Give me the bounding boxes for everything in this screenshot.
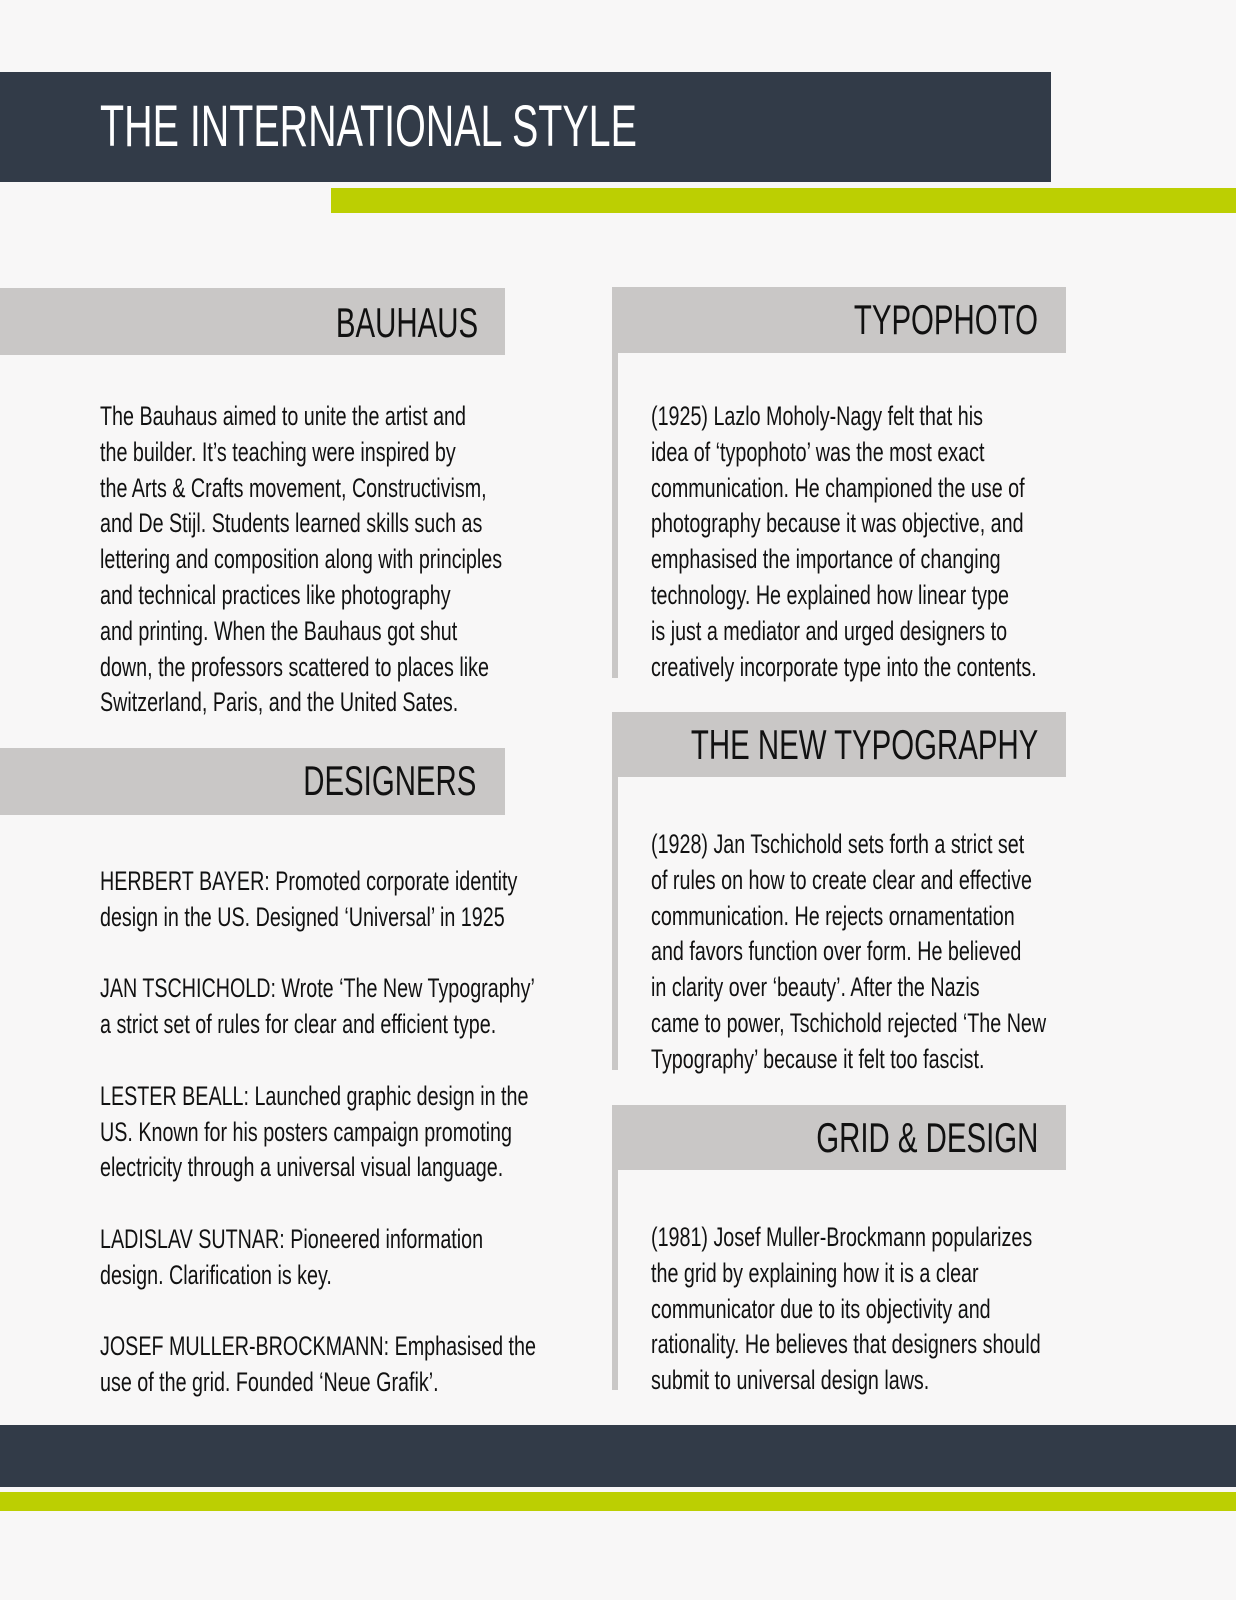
text-line: lettering and composition along with principles: [100, 544, 503, 575]
text-line: design. Clarification is key.: [100, 1259, 332, 1290]
designer-entry: [100, 1222, 536, 1294]
grid-design-text: [651, 1220, 1041, 1399]
text-line: HERBERT BAYER: Promoted corporate identity: [100, 866, 518, 896]
text-line: emphasised the importance of changing: [651, 544, 1001, 575]
text-line: submit to universal design laws.: [651, 1365, 930, 1396]
typophoto-heading: TYPOPHOTO: [853, 296, 1038, 343]
text-line: and technical practices like photography: [100, 579, 451, 610]
designer-entry: [100, 971, 536, 1043]
text-line: the builder. It’s teaching were inspired by: [100, 436, 456, 467]
text-line: JOSEF MULLER-BROCKMANN: Emphasised the: [100, 1331, 536, 1362]
text-line: LADISLAV SUTNAR: Pioneered information: [100, 1223, 484, 1254]
text-line: and De Stijl. Students learned skills such as: [100, 508, 483, 539]
text-line: The Bauhaus aimed to unite the artist and: [100, 401, 466, 431]
new-typography-text: [651, 827, 1046, 1078]
text-line: photography because it was objective, and: [651, 508, 1024, 539]
page-title: THE INTERNATIONAL STYLE: [100, 94, 637, 159]
bauhaus-text: [100, 399, 502, 721]
designers-heading: DESIGNERS: [302, 757, 476, 804]
text-line: creatively incorporate type into the contents.: [651, 651, 1037, 682]
text-line: a strict set of rules for clear and efficient type.: [100, 1009, 497, 1040]
text-line: is just a mediator and urged designers to: [651, 615, 1008, 646]
grid-design-heading: GRID & DESIGN: [815, 1114, 1038, 1161]
text-line: and favors function over form. He believed: [651, 936, 1022, 967]
typophoto-side-bar: [612, 353, 618, 678]
text-line: came to power, Tschichold rejected ‘The New: [651, 1007, 1047, 1038]
text-line: JAN TSCHICHOLD: Wrote ‘The New Typography’: [100, 973, 535, 1004]
new-typography-heading: THE NEW TYPOGRAPHY: [690, 721, 1038, 768]
text-line: use of the grid. Founded ‘Neue Grafik’.: [100, 1367, 439, 1398]
text-line: (1925) Lazlo Moholy-Nagy felt that his: [651, 401, 983, 431]
text-line: of rules on how to create clear and effective: [651, 864, 1032, 895]
text-line: down, the professors scattered to places like: [100, 651, 489, 682]
text-line: Typography’ because it felt too fascist.: [651, 1043, 985, 1074]
text-line: electricity through a universal visual language.: [100, 1152, 504, 1183]
text-line: design in the US. Designed ‘Universal’ in 1925: [100, 901, 505, 932]
typophoto-text: [651, 399, 1037, 685]
footer-bar: [0, 1425, 1236, 1487]
text-line: communicator due to its objectivity and: [651, 1293, 991, 1324]
text-line: the Arts & Crafts movement, Constructivism,: [100, 472, 487, 503]
text-line: (1981) Josef Muller-Brockmann popularizes: [651, 1222, 1033, 1252]
text-line: US. Known for his posters campaign promoting: [100, 1116, 512, 1147]
text-line: in clarity over ‘beauty’. After the Nazis: [651, 972, 980, 1003]
designer-entry: [100, 864, 536, 936]
text-line: communication. He rejects ornamentation: [651, 900, 1015, 931]
footer-accent-bar: [0, 1492, 1236, 1511]
text-line: idea of ‘typophoto’ was the most exact: [651, 436, 985, 467]
text-line: communication. He championed the use of: [651, 472, 1025, 503]
text-line: Switzerland, Paris, and the United Sates.: [100, 687, 459, 718]
text-line: LESTER BEALL: Launched graphic design in the: [100, 1080, 529, 1111]
text-line: (1928) Jan Tschichold sets forth a strict set: [651, 829, 1025, 859]
new-typography-side-bar: [612, 777, 618, 1070]
text-line: technology. He explained how linear type: [651, 579, 1009, 610]
designer-entry: [100, 1079, 536, 1186]
text-line: rationality. He believes that designers should: [651, 1329, 1041, 1360]
grid-design-side-bar: [612, 1170, 618, 1390]
designers-list: [100, 864, 536, 1437]
bauhaus-heading: BAUHAUS: [335, 299, 478, 346]
text-line: and printing. When the Bauhaus got shut: [100, 615, 458, 646]
text-line: the grid by explaining how it is a clear: [651, 1257, 979, 1288]
header-accent-bar: [331, 188, 1236, 213]
designer-entry: [100, 1329, 536, 1401]
